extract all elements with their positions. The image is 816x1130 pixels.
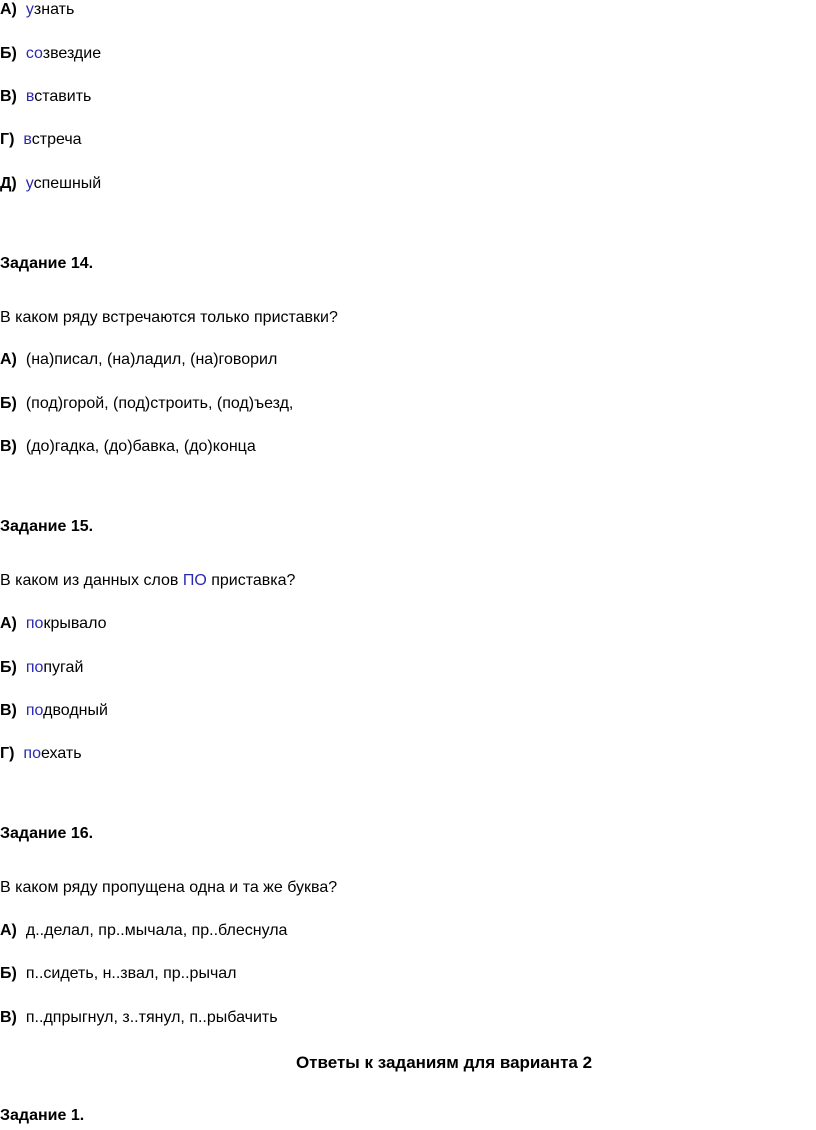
task14-option-a bbox=[0, 350, 277, 370]
word-rest: стреча bbox=[31, 131, 82, 148]
option-text: д..делал, пр..мычала, пр..блеснула bbox=[25, 922, 288, 939]
option-label: Д) bbox=[0, 175, 17, 192]
task14-option-c bbox=[0, 437, 256, 457]
word-rest: ехать bbox=[40, 745, 82, 762]
word-rest: звездие bbox=[42, 45, 102, 62]
task14-option-b bbox=[0, 394, 293, 414]
word-rest: спешный bbox=[33, 175, 102, 192]
option-label: В) bbox=[0, 702, 17, 719]
prefix-highlight: у bbox=[25, 1, 34, 18]
option-label: Б) bbox=[0, 659, 17, 676]
task15-option-d bbox=[0, 744, 82, 764]
option-label: А) bbox=[0, 922, 17, 939]
answers-title: Ответы к заданиям для варианта 2 bbox=[295, 1053, 593, 1072]
option-label: Г) bbox=[0, 745, 15, 762]
prefix-highlight: у bbox=[25, 175, 34, 192]
word-rest: пугай bbox=[43, 659, 84, 676]
option-label: Г) bbox=[0, 131, 15, 148]
prefix-highlight: по bbox=[25, 615, 44, 632]
prefix-highlight: со bbox=[25, 45, 43, 62]
option-label: В) bbox=[0, 438, 17, 455]
answers-task1-heading: Задание 1. bbox=[0, 1107, 85, 1124]
task13-option-c bbox=[0, 87, 91, 107]
task14-heading: Задание 14. bbox=[0, 255, 94, 272]
task13-option-b bbox=[0, 44, 101, 64]
task16-option-c bbox=[0, 1008, 278, 1028]
prefix-highlight: по bbox=[25, 659, 44, 676]
task16-option-b bbox=[0, 964, 237, 984]
option-label: Б) bbox=[0, 45, 17, 62]
task15-heading: Задание 15. bbox=[0, 518, 94, 535]
question-text-after: приставка? bbox=[206, 572, 296, 589]
word-rest: крывало bbox=[43, 615, 107, 632]
prefix-highlight: по bbox=[23, 745, 41, 762]
word-rest: дводный bbox=[43, 702, 108, 719]
prefix-highlight: в bbox=[23, 131, 32, 148]
option-text: (на)писал, (на)ладил, (на)говорил bbox=[25, 351, 278, 368]
task15-option-c bbox=[0, 701, 108, 721]
option-label: В) bbox=[0, 88, 17, 105]
word-rest: ставить bbox=[34, 88, 92, 105]
task14-question: В каком ряду встречаются только приставки? bbox=[0, 309, 338, 326]
task13-option-e bbox=[0, 174, 101, 194]
task15-option-a bbox=[0, 614, 106, 634]
task15-question bbox=[0, 571, 295, 591]
task13-option-a bbox=[0, 0, 74, 20]
question-highlight: ПО bbox=[182, 572, 207, 589]
option-text: (до)гадка, (до)бавка, (до)конца bbox=[25, 438, 256, 455]
option-text: п..дпрыгнул, з..тянул, п..рыбачить bbox=[25, 1009, 278, 1026]
option-text: (под)горой, (под)строить, (под)ъезд, bbox=[25, 395, 294, 412]
task15-option-b bbox=[0, 658, 83, 678]
task16-question: В каком ряду пропущена одна и та же буква? bbox=[0, 879, 338, 896]
option-label: В) bbox=[0, 1009, 17, 1026]
prefix-highlight: по bbox=[25, 702, 44, 719]
prefix-highlight: в bbox=[25, 88, 35, 105]
option-label: А) bbox=[0, 1, 17, 18]
option-label: А) bbox=[0, 351, 17, 368]
option-label: А) bbox=[0, 615, 17, 632]
question-text-before: В каком из данных слов bbox=[0, 572, 183, 589]
option-text: п..сидеть, н..звал, пр..рычал bbox=[25, 965, 237, 982]
option-label: Б) bbox=[0, 965, 17, 982]
option-label: Б) bbox=[0, 395, 17, 412]
task13-option-d bbox=[0, 130, 82, 150]
task16-heading: Задание 16. bbox=[0, 825, 94, 842]
word-rest: знать bbox=[33, 1, 75, 18]
task16-option-a bbox=[0, 921, 287, 941]
